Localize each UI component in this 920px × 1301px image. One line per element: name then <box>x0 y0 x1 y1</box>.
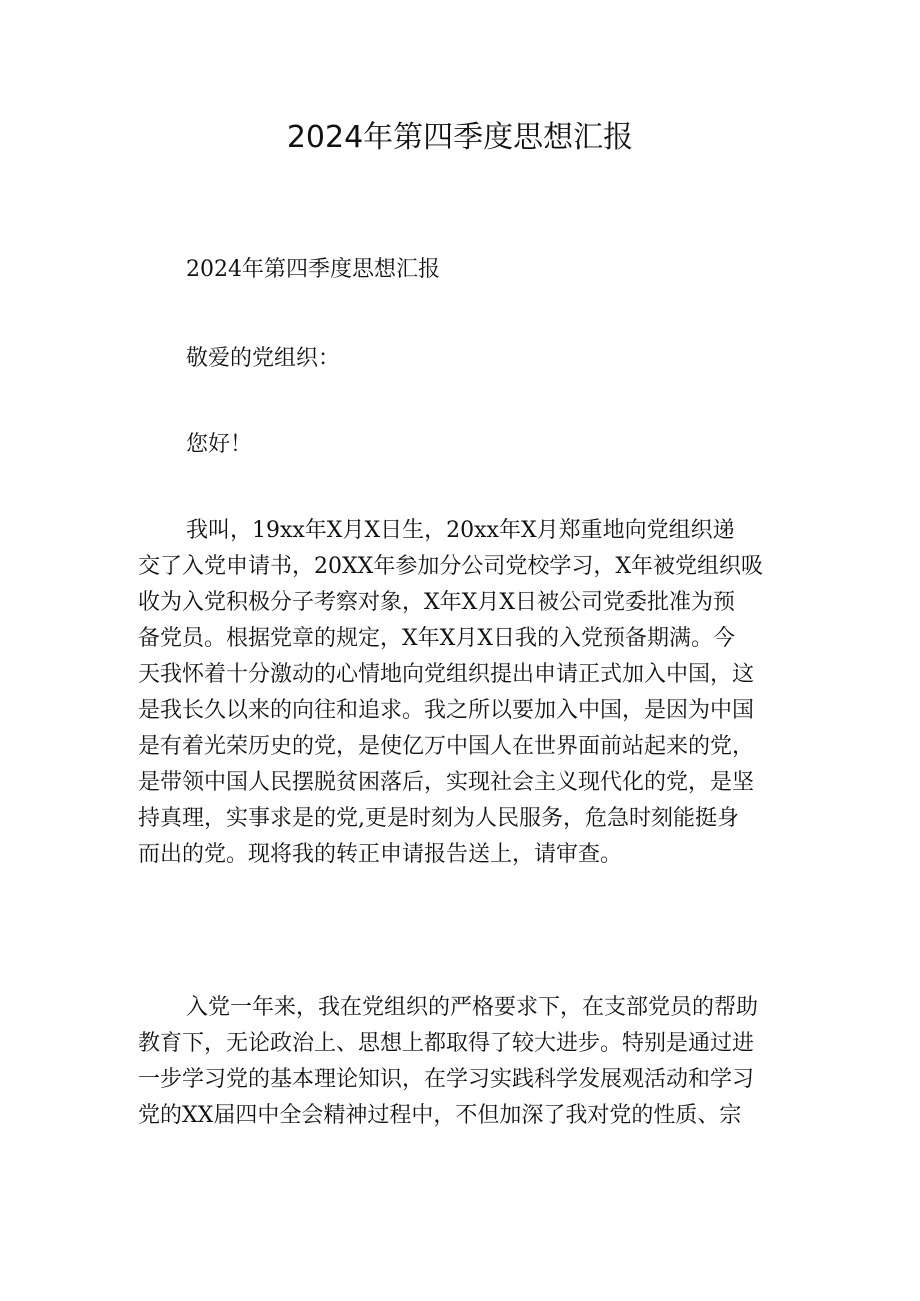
paragraph-2-line: 一步学习党的基本理论知识，在学习实践科学发展观活动和学习 <box>138 1067 755 1092</box>
subtitle-line <box>138 252 788 288</box>
paragraph-2 <box>138 990 788 1134</box>
paragraph-1-line: 天我怀着十分激动的心情地向党组织提出申请正式加入中国，这 <box>138 662 755 687</box>
greeting-text: 您好！ <box>186 432 253 457</box>
paragraph-1-line: 交了入党申请书，20XX年参加分公司党校学习，X年被党组织吸 <box>138 554 763 579</box>
paragraph-1-line: 收为入党积极分子考察对象，X年X月X日被公司党委批准为预 <box>138 590 735 615</box>
paragraph-1-line: 我叫，19xx年X月X日生，20xx年X月郑重地向党组织递 <box>186 518 735 543</box>
paragraph-2-line: 入党一年来，我在党组织的严格要求下，在支部党员的帮助 <box>186 995 759 1020</box>
paragraph-1-line: 持真理，实事求是的党,更是时刻为人民服务，危急时刻能挺身 <box>138 806 739 831</box>
paragraph-1 <box>138 513 788 873</box>
document-title: 2024年第四季度思想汇报 <box>286 120 634 155</box>
salutation-line <box>138 341 788 377</box>
paragraph-2-line: 党的XX届四中全会精神过程中，不但加深了我对党的性质、宗 <box>138 1103 742 1128</box>
paragraph-1-line: 是我长久以来的向往和追求。我之所以要加入中国，是因为中国 <box>138 698 755 723</box>
paragraph-1-line: 备党员。根据党章的规定，X年X月X日我的入党预备期满。今 <box>138 626 735 651</box>
greeting-line <box>138 427 788 463</box>
subtitle-text: 2024年第四季度思想汇报 <box>186 257 440 282</box>
paragraph-1-line: 是有着光荣历史的党，是使亿万中国人在世界面前站起来的党， <box>138 734 755 759</box>
paragraph-2-line: 教育下，无论政治上、思想上都取得了较大进步。特别是通过进 <box>138 1031 755 1056</box>
salutation-text: 敬爱的党组织： <box>186 346 341 371</box>
paragraph-1-line: 而出的党。现将我的转正申请报告送上，请审查。 <box>138 842 623 867</box>
paragraph-1-line: 是带领中国人民摆脱贫困落后，实现社会主义现代化的党，是坚 <box>138 770 755 795</box>
